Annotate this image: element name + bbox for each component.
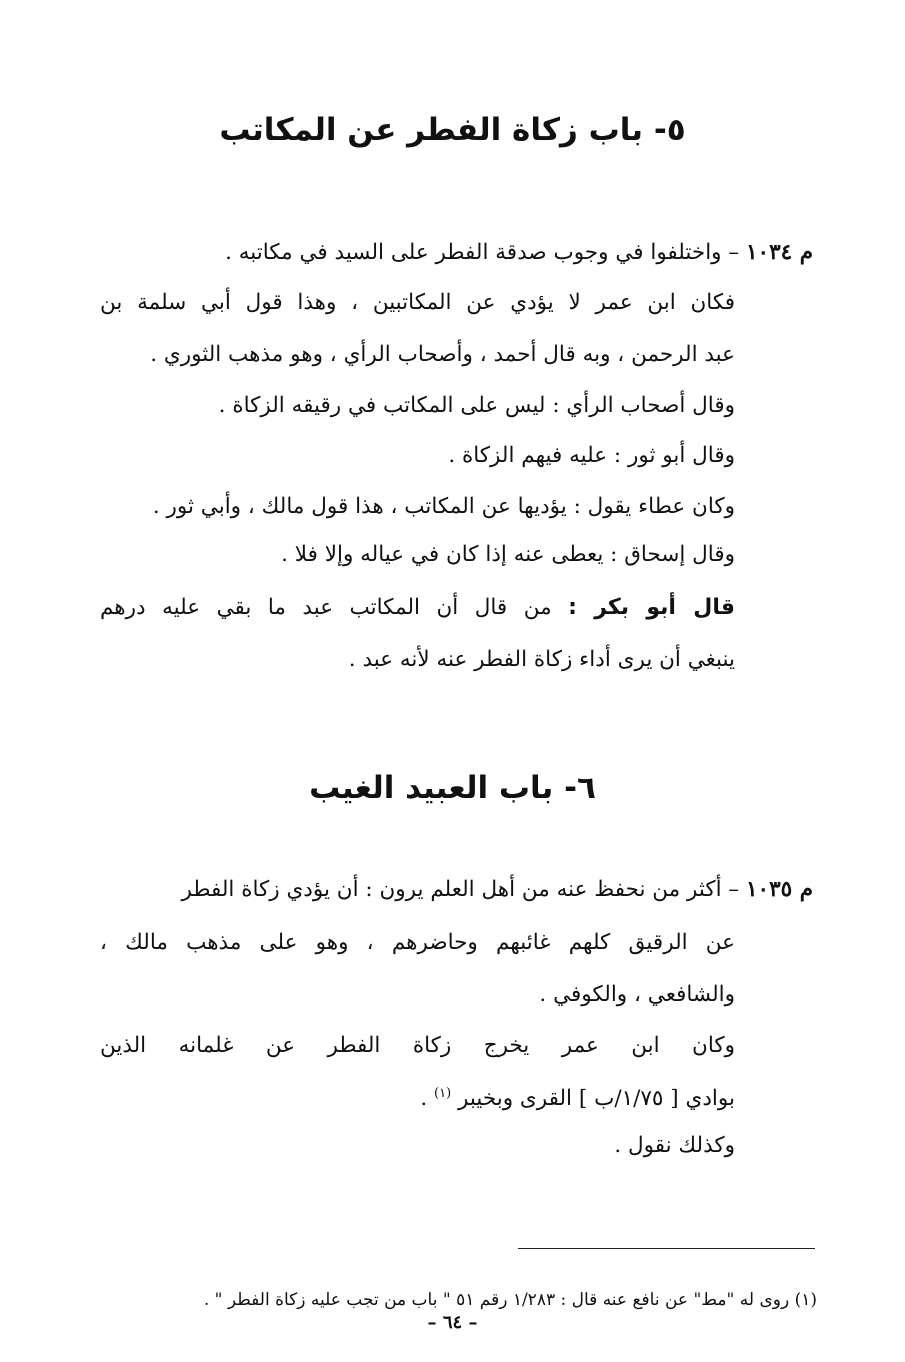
entry-text: – واختلفوا في وجوب صدقة الفطر على السيد في مكاتبه . bbox=[225, 240, 740, 265]
text-line: فكان ابن عمر لا يؤدي عن المكاتبين ، وهذا قول أبي سلمة بن bbox=[100, 290, 735, 315]
text-line: وقال إسحاق : يعطى عنه إذا كان في عياله وإلا فلا . bbox=[281, 542, 735, 567]
entry-1035 bbox=[181, 875, 813, 905]
entry-1034 bbox=[225, 238, 813, 268]
text-line: عبد الرحمن ، وبه قال أحمد ، وأصحاب الرأي ، وهو مذهب الثوري . bbox=[150, 342, 735, 367]
qaal-line bbox=[100, 593, 735, 623]
text-line: وكان ابن عمر يخرج زكاة الفطر عن غلمانه الذين bbox=[100, 1033, 735, 1058]
text-line-content: بوادي [ ١/٧٥/ب ] القرى وبخيبر bbox=[458, 1086, 735, 1112]
footnote: (١) روى له "مط" عن نافع عنه قال : ١/٢٨٣ رقم ٥١ " باب من تجب عليه زكاة الفطر " . bbox=[203, 1290, 817, 1310]
text-line: بوادي [ ١/٧٥/ب ] القرى وبخيبر $^{(١)}$ . bbox=[420, 1086, 735, 1112]
text-line: وقال أبو ثور : عليه فيهم الزكاة . bbox=[448, 443, 735, 468]
entry-number: م ١٠٣٥ bbox=[746, 877, 813, 902]
footnote-divider bbox=[518, 1248, 815, 1249]
entry-number: م ١٠٣٤ bbox=[746, 240, 813, 265]
text-line: ينبغي أن يرى أداء زكاة الفطر عنه لأنه عبد . bbox=[348, 647, 735, 672]
page-number: – ٦٤ – bbox=[427, 1312, 478, 1333]
text-line: وكذلك نقول . bbox=[614, 1133, 735, 1158]
section-5-heading: ٥- باب زكاة الفطر عن المكاتب bbox=[219, 112, 686, 148]
section-6-heading: ٦- باب العبيد الغيب bbox=[309, 770, 596, 806]
text-line: والشافعي ، والكوفي . bbox=[539, 982, 735, 1007]
text-line: عن الرقيق كلهم غائبهم وحاضرهم ، وهو على مذهب مالك ، bbox=[100, 930, 735, 955]
footnote-ref: (١) bbox=[434, 1086, 452, 1101]
entry-text: – أكثر من نحفظ عنه من أهل العلم يرون : أن يؤدي زكاة الفطر bbox=[181, 877, 740, 902]
qaal-text: من قال أن المكاتب عبد ما بقي عليه درهم bbox=[100, 595, 552, 620]
text-line: وقال أصحاب الرأي : ليس على المكاتب في رقيقه الزكاة . bbox=[218, 393, 735, 418]
text-line: وكان عطاء يقول : يؤديها عن المكاتب ، هذا قول مالك ، وأبي ثور . bbox=[152, 494, 735, 519]
qaal-label: قال أبو بكر : bbox=[568, 595, 735, 620]
